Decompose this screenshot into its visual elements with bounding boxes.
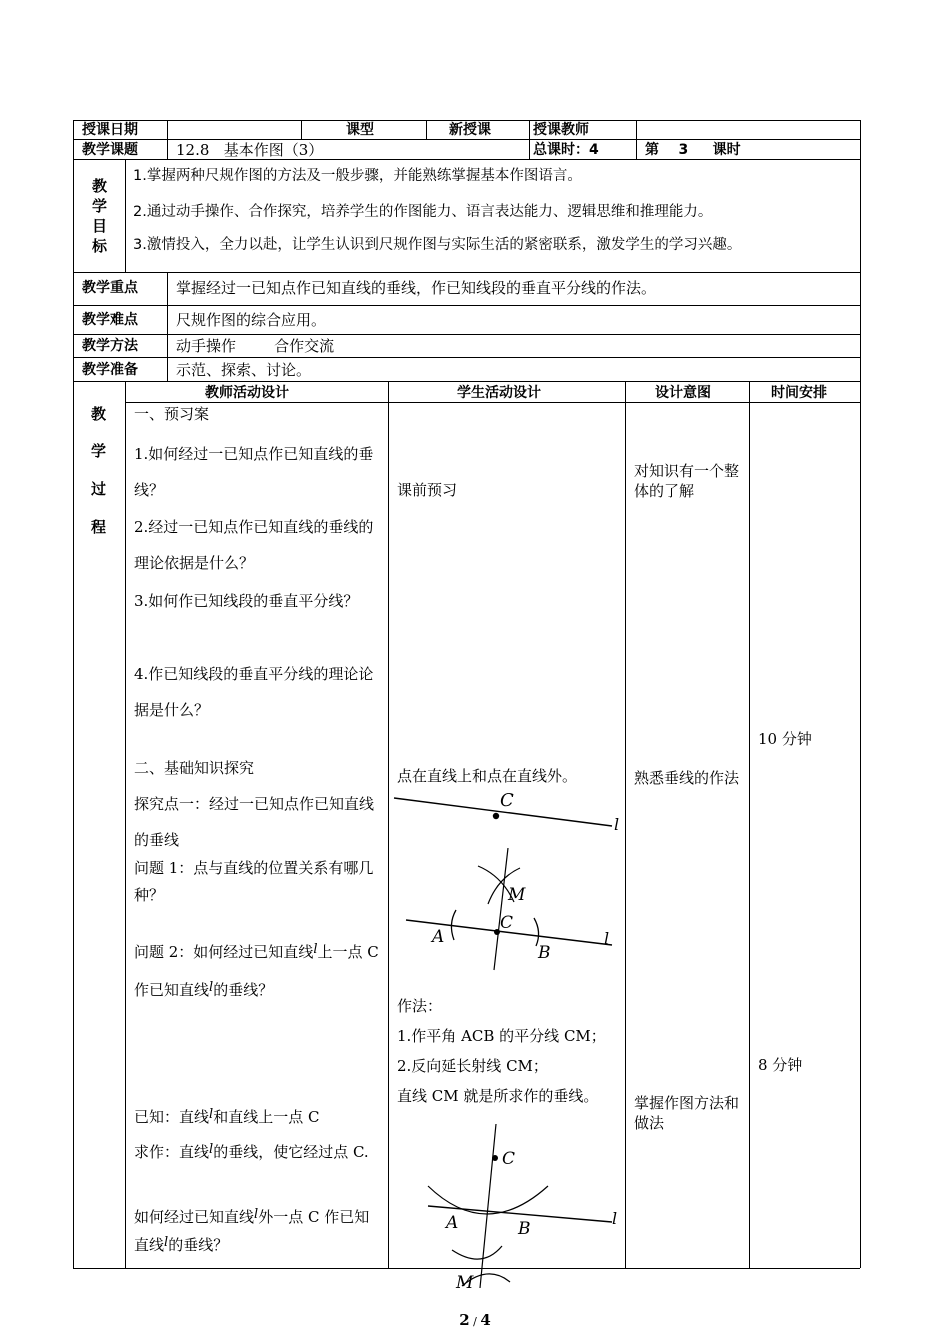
header-time: 时间安排 [771,385,827,401]
lesson-type-label: 课型 [346,122,374,138]
method-label: 教学方法 [82,338,138,354]
preparation-label: 教学准备 [82,362,138,378]
header-design-intent: 设计意图 [655,385,711,401]
teacher-label: 授课教师 [533,122,589,138]
fig3-label-m: M [456,1273,474,1292]
objective-3: 3.激情投入，全力以赴，让学生认识到尺规作图与实际生活的紧密联系，激发学生的学习兴趣。 [133,237,742,253]
fig3-arc-lower-left [452,1246,502,1259]
line-l-symbol: l [164,1235,169,1250]
method-step-1: 1.作平角 ACB 的平分线 CM； [397,1027,606,1045]
fig2-arc-b [534,918,539,946]
figure-perpendicular-outside-point [390,1122,630,1292]
process-label-3: 过 [91,480,107,498]
intent-3: 掌握作图方法和做法 [634,1094,740,1132]
page-number: 2 / 4 [459,1311,491,1329]
process-label-2: 学 [91,442,107,460]
method-value: 动手操作 合作交流 [176,337,335,355]
total-hours: 总课时：4 [533,142,599,158]
line-l-symbol: l [209,1142,214,1157]
question-4: 4.作已知线段的垂直平分线的理论论据是什么？ [134,665,374,719]
fig1-label-l: l [614,815,620,834]
objective-1: 1.掌握两种尺规作图的方法及一般步骤，并能熟练掌握基本作图语言。 [133,168,582,184]
figure-perpendicular-through-point [390,848,625,976]
fig2-label-a: A [432,927,445,947]
method-step-2: 2.反向延长射线 CM； [397,1057,548,1075]
method-title: 作法： [397,997,443,1015]
fig3-label-b: B [518,1219,531,1239]
student-answer-1: 点在直线上和点在直线外。 [397,767,578,785]
fig2-label-m: M [508,885,526,905]
lesson-type-value: 新授课 [449,122,491,138]
fig3-point-c [492,1155,498,1161]
process-label-1: 教 [91,405,107,423]
fig3-label-c: C [502,1149,516,1169]
problem-2: 问题 2：如何经过已知直线l上一点 C 作已知直线l的垂线？ [134,942,379,999]
difficulty-label: 教学难点 [82,312,138,328]
difficulty-value: 尺规作图的综合应用。 [176,311,327,329]
header-student-activity: 学生活动设计 [457,385,541,401]
fig3-label-a: A [446,1213,459,1233]
header-teacher-activity: 教师活动设计 [205,385,289,401]
question-2: 2.经过一已知点作已知直线的垂线的理论依据是什么？ [134,518,374,572]
process-label-4: 程 [91,518,107,536]
lesson-number: 第 3 课时 [645,142,741,158]
time-1: 10 分钟 [758,730,812,748]
question-1: 1.如何经过一已知点作已知直线的垂线？ [134,445,374,499]
key-point-label: 教学重点 [82,280,138,296]
fig1-label-c: C [500,790,514,811]
topic-label: 教学课题 [82,142,138,158]
topic-value: 12.8 基本作图（3） [176,141,324,159]
fig3-line-cm [480,1124,496,1288]
figure-point-on-line [390,784,625,848]
fig2-arc-a [451,910,456,940]
intent-1: 对知识有一个整体的了解 [634,462,740,500]
fig2-label-l: l [604,929,610,948]
fig2-label-b: B [538,943,551,963]
key-point-value: 掌握经过一已知点作已知直线的垂线，作已知线段的垂直平分线的作法。 [176,279,657,297]
section-preview: 一、预习案 [134,405,210,423]
fig2-label-c: C [500,913,514,933]
method-step-3: 直线 CM 就是所求作的垂线。 [397,1087,599,1105]
outside-point-question: 如何经过已知直线l外一点 C 作已知直线l的垂线？ [134,1207,370,1254]
line-l-symbol: l [209,1107,214,1122]
fig3-label-l: l [612,1209,618,1228]
find-statement: 求作：直线l的垂线，使它经过点 C. [134,1142,369,1161]
objectives-label: 教 学 目 标 [91,177,107,255]
problem-1: 问题 1：点与直线的位置关系有哪几种？ [134,859,374,904]
date-label: 授课日期 [82,122,138,138]
objective-2: 2.通过动手操作、合作探究，培养学生的作图能力、语言表达能力、逻辑思维和推理能力。 [133,204,713,220]
intent-2: 熟悉垂线的作法 [634,769,740,787]
time-2: 8 分钟 [758,1056,803,1074]
given-statement: 已知：直线l和直线上一点 C [134,1107,320,1126]
line-l-symbol: l [313,942,318,957]
fig2-line-cm [494,848,508,970]
line-l-symbol: l [209,980,214,995]
section-basic-explore: 二、基础知识探究 [134,759,255,777]
question-3: 3.如何作已知线段的垂直平分线？ [134,592,359,610]
student-preview: 课前预习 [397,481,458,499]
fig1-point-c [493,813,499,819]
explore-point-1: 探究点一：经过一已知点作已知直线的垂线 [134,795,375,849]
preparation-value: 示范、探索、讨论。 [176,361,312,379]
line-l-symbol: l [254,1207,259,1222]
